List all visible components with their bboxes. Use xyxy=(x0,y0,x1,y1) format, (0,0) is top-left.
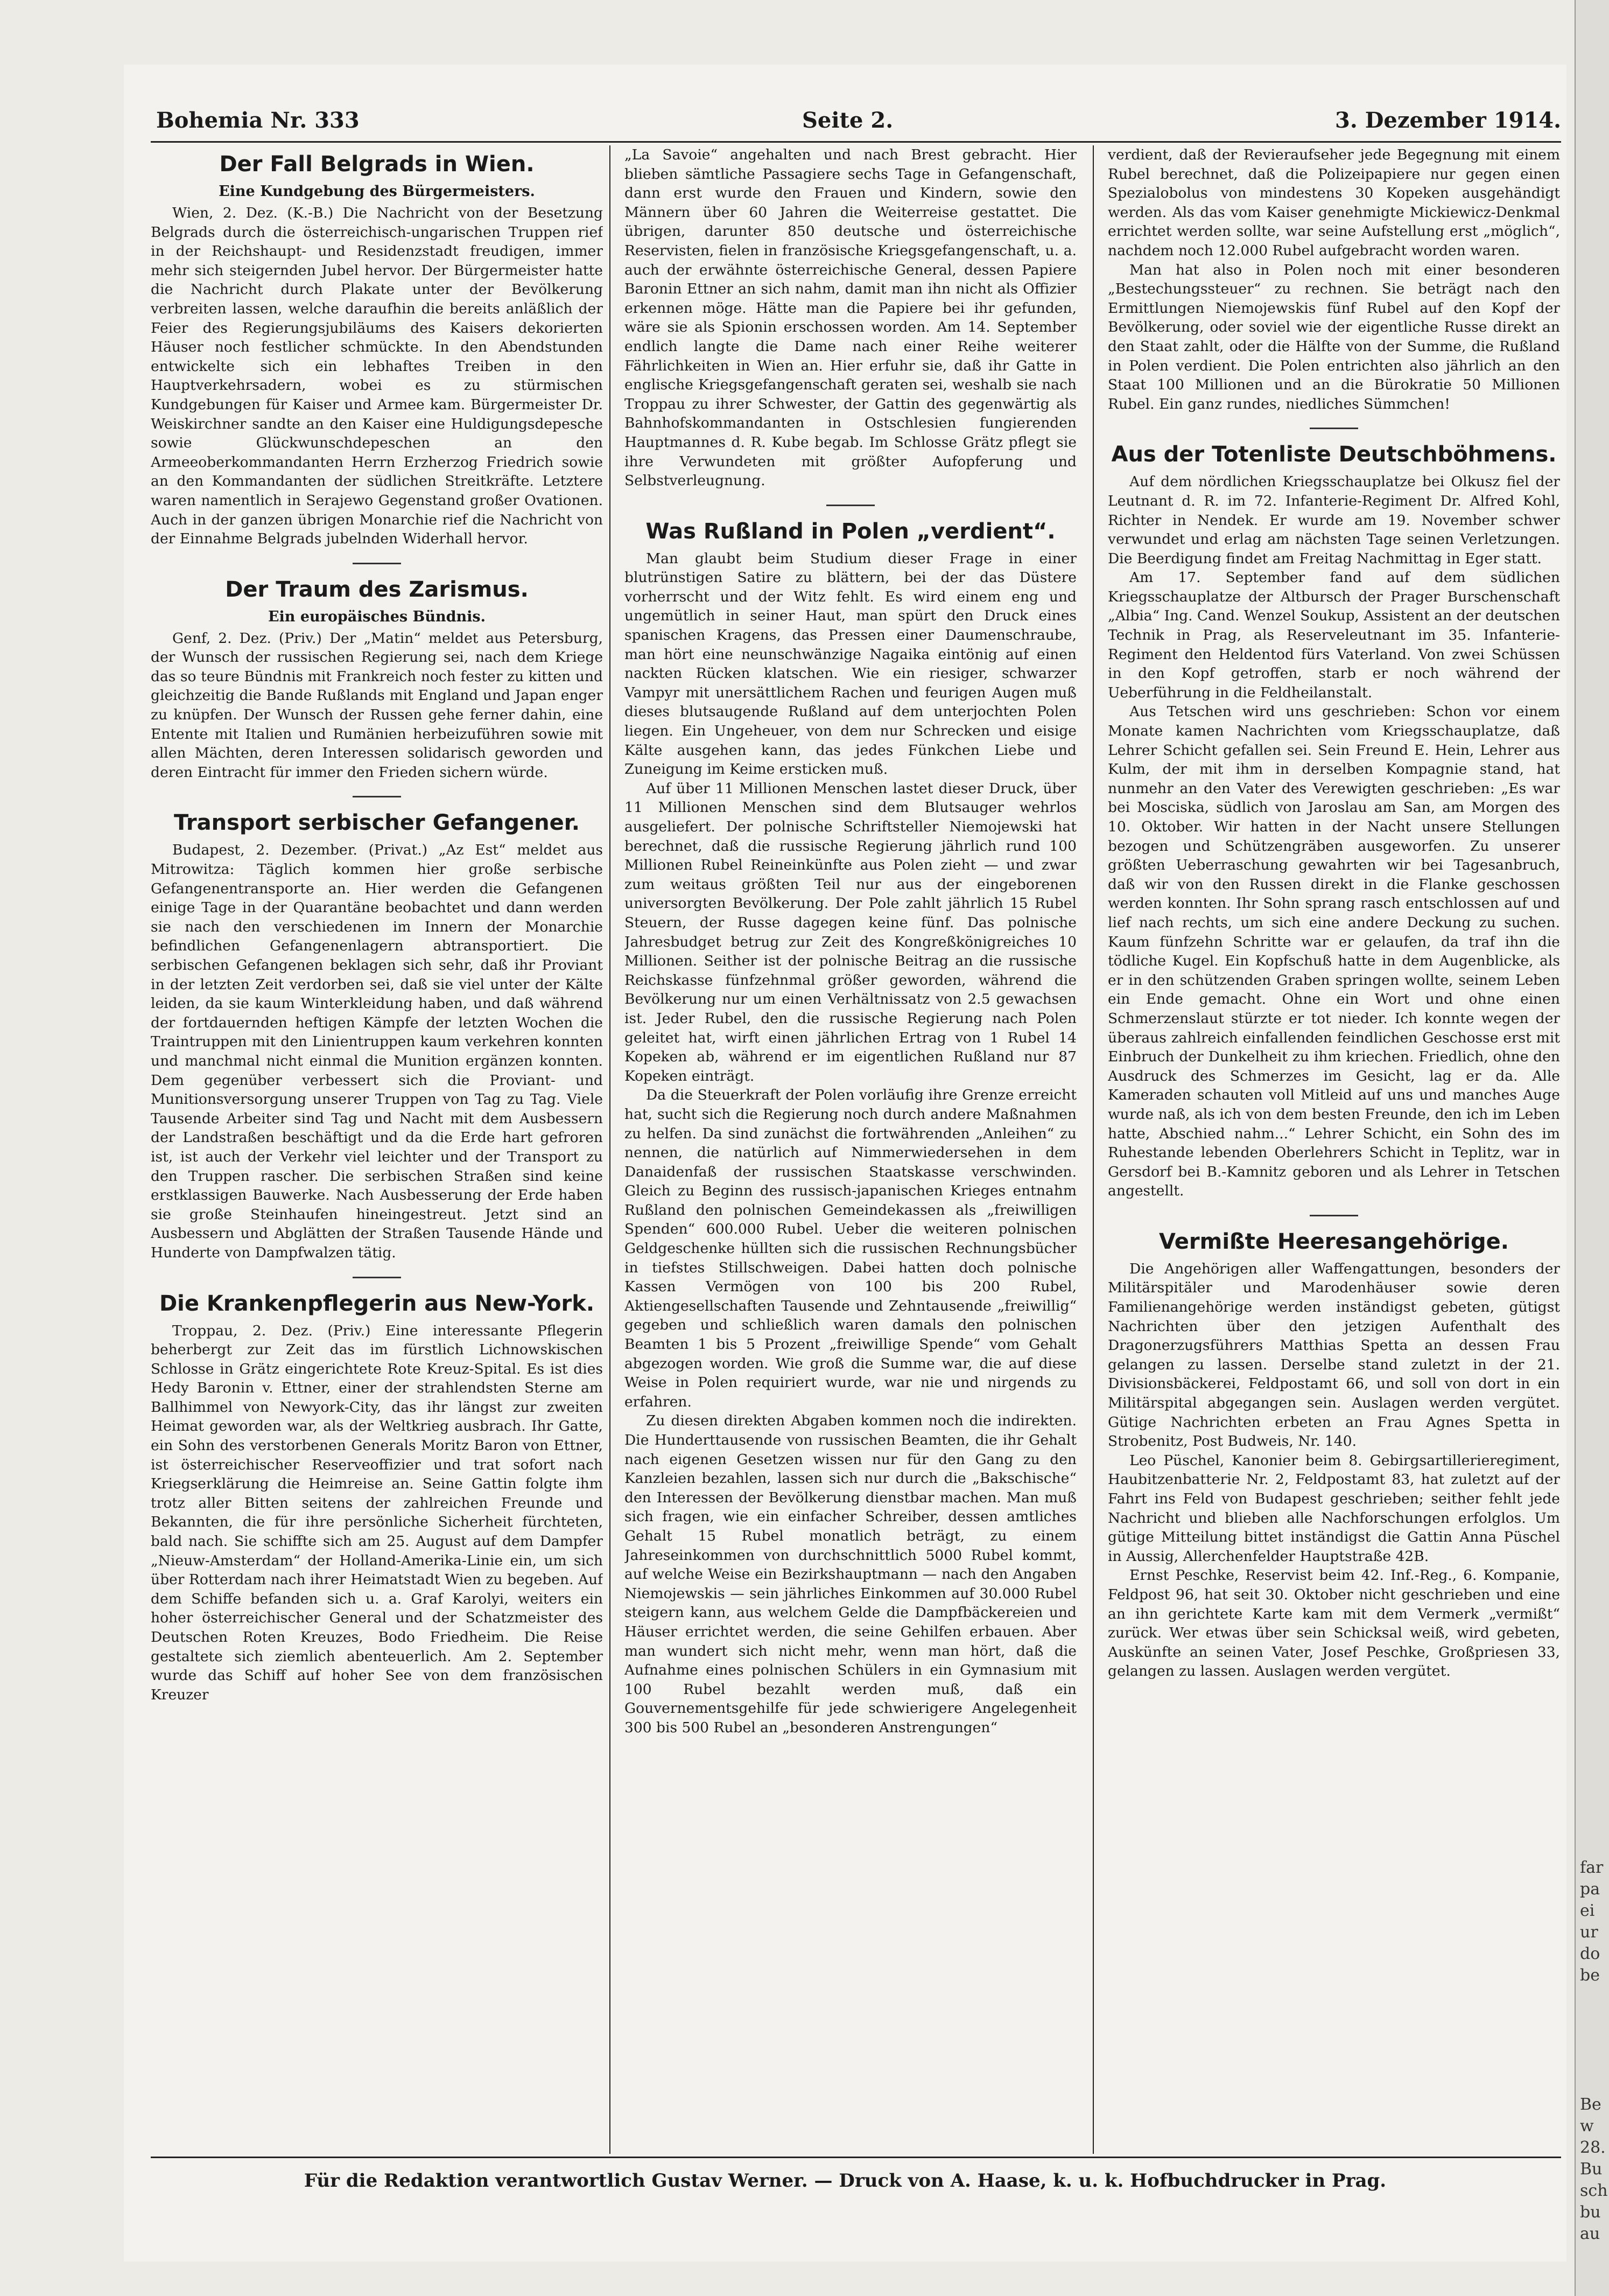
article-paragraph: Auf über 11 Millionen Menschen lastet dieser Druck, über 11 Millionen Menschen sind dem Blutsauger wehrlos ausgeliefert. Der polnische Schriftsteller Niemojewski hat berechnet, daß die russische Regierung jährlich rund 100 Millionen Rubel Reineinkünfte aus Polen zieht — und zwar zum weitaus größten Teil nur aus der eingeborenen universorgten Bevölkerung. Der Pole zahlt jährlich 15 Rubel Steuern, der Russe dagegen keine fünf. Das polnische Jahresbudget betrug zur Zeit des Kongreßkönigreiches 10 Millionen. Seither ist der polnische Beitrag an die russische Reichskasse fünfzehnmal größer geworden, während die Bevölkerung nur um einen Verhältnissatz von 2.5 gewachsen ist. Jeder Rubel, den die russische Regierung nach Polen geleitet hat, wirft einen jährlichen Ertrag von 1 Rubel 14 Kopeken ab, während er im eigentlichen Rußland nur 87 Kopeken einträgt. xyxy=(624,780,1077,1084)
article-subheadline: Ein europäisches Bündnis. xyxy=(268,608,486,625)
masthead-page-number: Seite 2. xyxy=(802,108,894,133)
article-paragraph: Da die Steuerkraft der Polen vorläufig ihre Grenze erreicht hat, sucht sich die Regierung noch durch andere Maßnahmen zu helfen. Da sind zunächst die fortwährenden „Anleihen“ zu nennen, die natürlich auf Nimmerwiedersehen in dem Danaidenfaß der russischen Staatskasse verschwinden. Gleich zu Beginn des russisch-japanischen Krieges entnahm Rußland den polnischen Gemeindekassen als „freiwilligen Spenden“ 600.000 Rubel. Ueber die weiteren polnischen Geldgeschenke hüllten sich die russischen Rechnungsbücher in tiefstes Stillschweigen. Dabei hatten doch polnische Kassen Vermögen von 100 bis 200 Rubel, Aktiengesellschaften Tausende und Zehntausende „freiwillig“ gegeben und schließlich waren damals den polnischen Beamten 1 bis 5 Prozent „freiwillige Spende“ vom Gehalt abgezogen worden. Wie groß die Summe war, die auf diese Weise in Polen requiriert wurde, war nie und nirgends zu erfahren. xyxy=(624,1087,1077,1410)
margin-fragment: w xyxy=(1580,2117,1594,2136)
column-divider xyxy=(609,145,610,2154)
adjacent-page-edge xyxy=(1575,0,1609,2296)
margin-fragment: sch xyxy=(1580,2181,1608,2200)
column-3 xyxy=(1108,145,1560,2154)
masthead xyxy=(156,108,1561,140)
article-separator xyxy=(353,796,401,797)
article-headline: Der Traum des Zarismus. xyxy=(225,577,529,602)
article-paragraph: Troppau, 2. Dez. (Priv.) Eine interessante Pflegerin beherbergt zur Zeit das im fürstlich Lichnowskischen Schlosse in Grätz eingerichtete Rote Kreuz-Spital. Es ist dies Hedy Baronin v. Ettner, einer der strahlendsten Sterne am Ballhimmel von Newyork-City, das ihr längst zur zweiten Heimat geworden war, als der Weltkrieg ausbrach. Ihr Gatte, ein Sohn des verstorbenen Generals Moritz Baron von Ettner, ist österreichischer Reserveoffizier und trat sofort nach Kriegserklärung die Heimreise an. Seine Gattin folgte ihm trotz aller Bitten seitens der zahlreichen Freunde und Bekannten, die für ihre persönliche Sicherheit fürchteten, bald nach. Sie schiffte sich am 25. August auf dem Dampfer „Nieuw-Amsterdam“ der Holland-Amerika-Linie ein, um sich über Rotterdam nach ihrer Heimatstadt Wien zu begeben. Auf dem Schiffe befanden sich u. a. Graf Karolyi, weiters ein hoher österreichischer General und der Schatzmeister des Deutschen Roten Kreuzes, Bodo Friedheim. Die Reise gestaltete sich ziemlich abenteuerlich. Am 2. September wurde das Schiff auf hoher See von dem französischen Kreuzer xyxy=(151,1322,603,1703)
article-paragraph: Man hat also in Polen noch mit einer besonderen „Bestechungssteuer“ zu rechnen. Sie beträgt nach den Ermittlungen Niemojewskis fünf Rubel auf den Kopf der Bevölkerung, oder soviel wie der eigentliche Russe direkt an den Staat zahlt, oder die Hälfte von der Summe, die Rußland in Polen verdient. Die Polen entrichten also jährlich an den Staat 100 Millionen und an die Bürokratie 50 Millionen Rubel. Ein ganz rundes, niedliches Sümmchen! xyxy=(1108,261,1560,412)
article-paragraph: Die Angehörigen aller Waffengattungen, besonders der Militärspitäler und Marodenhäuser sowie deren Familienangehörige werden inständigst gebeten, gütigst Nachrichten über den jetzigen Aufenthalt des Dragonerzugsführers Matthias Spetta an dessen Frau gelangen zu lassen. Derselbe stand zuletzt in der 21. Divisionsbäckerei, Feldpostamt 66, und soll von dort in ein Militärspital abgegangen sein. Auslagen werden vergütet. Gütige Nachrichten erbeten an Frau Agnes Spetta in Strobenitz, Post Budweis, Nr. 140. xyxy=(1108,1260,1560,1450)
column-divider xyxy=(1093,145,1094,2154)
margin-fragment: pa xyxy=(1580,1880,1600,1899)
article-paragraph: „La Savoie“ angehalten und nach Brest gebracht. Hier blieben sämtliche Passagiere sechs Tage in Gefangenschaft, dann erst wurde den Frauen und Kindern, sowie den Männern über 60 Jahren die Weiterreise gestattet. Die übrigen, darunter 850 deutsche und österreichische Reservisten, fielen in französische Kriegsgefangenschaft, u. a. auch der erwähnte österreichische General, dessen Papiere Baronin Ettner an sich nahm, damit man ihn nicht als Offizier erkennen möge. Hätte man die Papiere bei ihr gefunden, wäre sie als Spionin erschossen worden. Am 14. September endlich langte die Dame nach einer Reihe weiterer Fährlichkeiten in Wien an. Hier erfuhr sie, daß ihr Gatte in englische Kriegsgefangenschaft geraten sei, weshalb sie nach Troppau zu ihrer Schwester, der Gattin des gegenwärtig als Bahnhofskommandanten in Ostschlesien fungierenden Hauptmannes d. R. Kube begab. Im Schlosse Grätz pflegt sie ihre Verwundeten mit größter Aufopferung und Selbstverleugnung. xyxy=(624,146,1077,489)
margin-fragment: bu xyxy=(1580,2203,1601,2222)
masthead-rule xyxy=(151,141,1561,143)
article-separator xyxy=(1310,1215,1358,1216)
column-1 xyxy=(151,145,603,2154)
article-paragraph: Am 17. September fand auf dem südlichen Kriegsschauplatze der Altbursch der Prager Burschenschaft „Albia“ Ing. Cand. Wenzel Soukup, Assistent an der deutschen Technik in Prag, als Reserveleutnant im 35. Infanterie-Regiment den Heldentod fürs Vaterland. Von zwei Schüssen in den Kopf getroffen, starb er noch während der Ueberführung in die Feldheilanstalt. xyxy=(1108,569,1560,701)
article-paragraph: Auf dem nördlichen Kriegsschauplatze bei Olkusz fiel der Leutnant d. R. im 72. Infanterie-Regiment Dr. Alfred Kohl, Richter in Nendek. Er wurde am 19. November schwer verwundet und erlag am nächsten Tage seinen Verletzungen. Die Beerdigung findet am Freitag Nachmittag in Eger statt. xyxy=(1108,473,1560,567)
article-paragraph: Wien, 2. Dez. (K.-B.) Die Nachricht von der Besetzung Belgrads durch die österreichisch-ungarischen Truppen rief in der Reichshaupt- und Residenzstadt freudigen, immer mehr sich steigernden Jubel hervor. Der Bürgermeister hatte die Nachricht durch Plakate unter der Bevölkerung verbreiten lassen, welche daraufhin die bereits anläßlich der Feier des Regierungsjubiläums des Kaisers dekorierten Häuser noch festlicher schmückte. In den Abendstunden entwickelte sich ein lebhaftes Treiben in den Hauptverkehrsadern, wobei es zu stürmischen Kundgebungen für Kaiser und Armee kam. Bürgermeister Dr. Weiskirchner sandte an den Kaiser eine Huldigungsdepesche sowie Glückwunschdepeschen an den Armeeoberkommandanten Herrn Erzherzog Friedrich sowie an den Kommandanten der südlichen Streitkräfte. Letztere waren namentlich in Serajewo Gegenstand großer Ovationen. Auch in der ganzen übrigen Monarchie rief die Nachricht von der Einnahme Belgrads jubelnden Widerhall hervor. xyxy=(151,205,603,548)
article-paragraph: verdient, daß der Revieraufseher jede Begegnung mit einem Rubel berechnet, daß die Polizeipapiere nur gegen einen Spezialobolus von mindestens 30 Kopeken ausgehändigt werden. Als das vom Kaiser genehmigte Mickiewicz-Denkmal errichtet werden sollte, war seine Aufstellung erst „möglich“, nachdem noch 12.000 Rubel aufgebracht worden waren. xyxy=(1108,146,1560,259)
article-paragraph: Man glaubt beim Studium dieser Frage in einer blutrünstigen Satire zu blättern, bei der das Düstere vorherrscht und der Witz fehlt. Es wird einem eng und ungemütlich in seiner Haut, man spürt den Druck eines spanischen Kragens, das Pressen einer Daumenschraube, man hört eine neunschwänzige Nagaika eintönig auf einen nackten Rücken klatschen. Wie ein riesiger, schwarzer Vampyr mit unersättlichem Rachen und feurigen Augen muß dieses blutsaugende Rußland auf dem unterjochten Polen liegen. Ein Ungeheuer, von dem nur Schrecken und eisige Kälte ausgehen kann, das jedes Fünkchen Liebe und Zuneigung im Keime ersticken muß. xyxy=(624,550,1077,778)
margin-fragment: do xyxy=(1580,1944,1600,1963)
article-headline: Transport serbischer Gefangener. xyxy=(174,810,580,836)
article-paragraph: Ernst Peschke, Reservist beim 42. Inf.-Reg., 6. Kompanie, Feldpost 96, hat seit 30. Oktober nicht geschrieben und eine an ihn gerichtete Karte kam mit dem Vermerk „vermißt“ zurück. Wer etwas über sein Schicksal weiß, wird gebeten, Auskünfte an seinen Vater, Josef Peschke, Großpriesen 33, gelangen zu lassen. Auslagen werden vergütet. xyxy=(1108,1567,1560,1680)
article-paragraph: Budapest, 2. Dezember. (Privat.) „Az Est“ meldet aus Mitrowitza: Täglich kommen hier große serbische Gefangenentransporte an. Hier werden die Gefangenen einige Tage in der Quarantäne beobachtet und dann werden sie nach den verschiedenen im Innern der Monarchie befindlichen Gefangenenlagern abtransportiert. Die serbischen Gefangenen beklagen sich sehr, daß ihr Proviant in der letzten Zeit verdorben sei, daß sie viel unter der Kälte leiden, da sie kaum Winterkleidung haben, und daß während der fortdauernden heftigen Kämpfe der letzten Wochen die Traintruppen mit den Linientruppen kaum verkehren konnten und manchmal nicht einmal die Munition ergänzen konnten. Dem gegenüber verbessert sich die Proviant- und Munitionsversorgung unserer Truppen von Tag zu Tag. Viele Tausende Arbeiter sind Tag und Nacht mit dem Ausbessern der Landstraßen beschäftigt und da die Erde hart gefroren ist, ist auch der Verkehr viel leichter und der Transport zu den Truppen rascher. Die serbischen Straßen sind keine erstklassigen Bauwerke. Nach Ausbesserung der Erde haben sie große Steinhaufen hineingestreut. Jetzt sind an Ausbessern und Abglätten der Straßen Tausende Hände und Hunderte von Dampfwalzen tätig. xyxy=(151,842,603,1261)
article-headline: Der Fall Belgrads in Wien. xyxy=(219,152,535,177)
article-headline: Die Krankenpflegerin aus New-York. xyxy=(159,1291,595,1316)
article-paragraph: Zu diesen direkten Abgaben kommen noch die indirekten. Die Hunderttausende von russischen Beamten, die ihr Gehalt nach eigenen Gesetzen wissen nur für den Gang zu den Kanzleien bezahlen, lassen sich nur durch die „Bakschische“ den Interessen der Bevölkerung dienstbar machen. Man muß sich fragen, wie ein einfacher Schreiber, dessen amtliches Gehalt 15 Rubel monatlich beträgt, zu einem Jahreseinkommen von durchschnittlich 5000 Rubel kommt, auf welche Weise ein Bezirkshauptmann — nach den Angaben Niemojewskis — sein jährliches Einkommen auf 30.000 Rubel steigern kann, aus welchem Gelde die Dampfbäckereien und Häuser errichtet werden, die seine Gehilfen erbauen. Aber man wundert sich nicht mehr, wenn man hört, daß die Aufnahme eines polnischen Schülers in ein Gymnasium mit 100 Rubel bezahlt werden muß, daß ein Gouvernementsgehilfe für jede schwierigere Angelegenheit 300 bis 500 Rubel an „besonderen Anstrengungen“ xyxy=(624,1412,1077,1736)
margin-fragment: ei xyxy=(1580,1901,1595,1920)
article-separator xyxy=(353,1277,401,1278)
margin-fragment: au xyxy=(1580,2224,1600,2243)
article-paragraph: Leo Püschel, Kanonier beim 8. Gebirgsartillerieregiment, Haubitzenbatterie Nr. 2, Feldpostamt 83, hat zuletzt auf der Fahrt ins Feld von Budapest geschrieben; seither fehlt jede Nachricht und blieben alle Nachforschungen erfolglos. Um gütige Mitteilung bittet inständigst die Gattin Anna Püschel in Aussig, Allerchenfelder Hauptstraße 42B. xyxy=(1108,1452,1560,1565)
margin-fragment: Be xyxy=(1580,2095,1601,2114)
margin-fragment: ur xyxy=(1580,1923,1598,1942)
masthead-issue: Bohemia Nr. 333 xyxy=(156,108,360,133)
masthead-date: 3. Dezember 1914. xyxy=(1335,108,1561,133)
article-separator xyxy=(353,563,401,564)
article-headline: Aus der Totenliste Deutschböhmens. xyxy=(1111,442,1557,467)
article-separator xyxy=(826,505,875,506)
article-headline: Was Rußland in Polen „verdient“. xyxy=(645,519,1056,544)
article-paragraph: Aus Tetschen wird uns geschrieben: Schon vor einem Monate kamen Nachrichten vom Kriegsschauplatze, daß Lehrer Schicht gefallen sei. Sein Freund E. Hein, Lehrer aus Kulm, der mit ihm in derselben Kompagnie stand, hat nunmehr an den Vater des Verewigten geschrieben: „Es war bei Mosciska, südlich von Jaroslau am San, am Morgen des 10. Oktober. Wir hatten in der Nacht unsere Stellungen bezogen und Schützengräben ausgeworfen. Zu unserer größten Ueberraschung gewahrten wir bei Tagesanbruch, daß wir von den Russen direkt in die Flanke geschossen werden konnten. Ihr Sohn sprang rasch entschlossen auf und lief nach rechts, um sich eine andere Deckung zu suchen. Kaum fünfzehn Schritte war er gelaufen, da traf ihn die tödliche Kugel. Ein Kopfschuß hatte in dem Augenblicke, als er in den schützenden Graben springen wollte, seinem Leben ein Ende gemacht. Ohne ein Wort und ohne einen Schmerzenslaut stürzte er tot nieder. Ich konnte wegen der überaus zahlreich einfallenden feindlichen Geschosse erst mit Einbruch der Dunkelheit zu ihm kriechen. Friedlich, ohne den Ausdruck des Schmerzes im Gesicht, lag er da. Alle Kameraden schauten voll Mitleid auf uns und manches Auge wurde naß, als ich von dem besten Freunde, den ich im Leben hatte, Abschied nahm...“ Lehrer Schicht, ein Sohn des im Ruhestande lebenden Oberlehrers Schicht in Teplitz, war in Gersdorf bei B.-Kamnitz geboren und als Lehrer in Tetschen angestellt. xyxy=(1108,703,1560,1200)
article-headline: Vermißte Heeresangehörige. xyxy=(1159,1229,1509,1254)
article-paragraph: Genf, 2. Dez. (Priv.) Der „Matin“ meldet aus Petersburg, der Wunsch der russischen Regierung sei, nach dem Kriege das so teure Bündnis mit Frankreich noch fester zu kitten und gleichzeitig die Bande Rußlands mit England und Japan enger zu knüpfen. Der Wunsch der Russen gehe ferner dahin, eine Entente mit Italien und Rumänien herbeizuführen sowie mit allen Mächten, deren Interessen solidarisch geworden und deren Eintracht für immer den Frieden sichern würde. xyxy=(151,629,603,781)
margin-fragment: 28. xyxy=(1580,2138,1606,2157)
article-subheadline: Eine Kundgebung des Bürgermeisters. xyxy=(219,183,535,200)
imprint-footer: Für die Redaktion verantwortlich Gustav Werner. — Druck von A. Haase, k. u. k. Hofbuchdrucker in Prag. xyxy=(304,2170,1387,2192)
column-2 xyxy=(624,145,1077,2154)
margin-fragment: far xyxy=(1580,1858,1604,1877)
margin-fragment: Bu xyxy=(1580,2160,1603,2179)
footer-rule xyxy=(151,2157,1561,2158)
margin-fragment: be xyxy=(1580,1966,1600,1985)
article-separator xyxy=(1310,428,1358,429)
